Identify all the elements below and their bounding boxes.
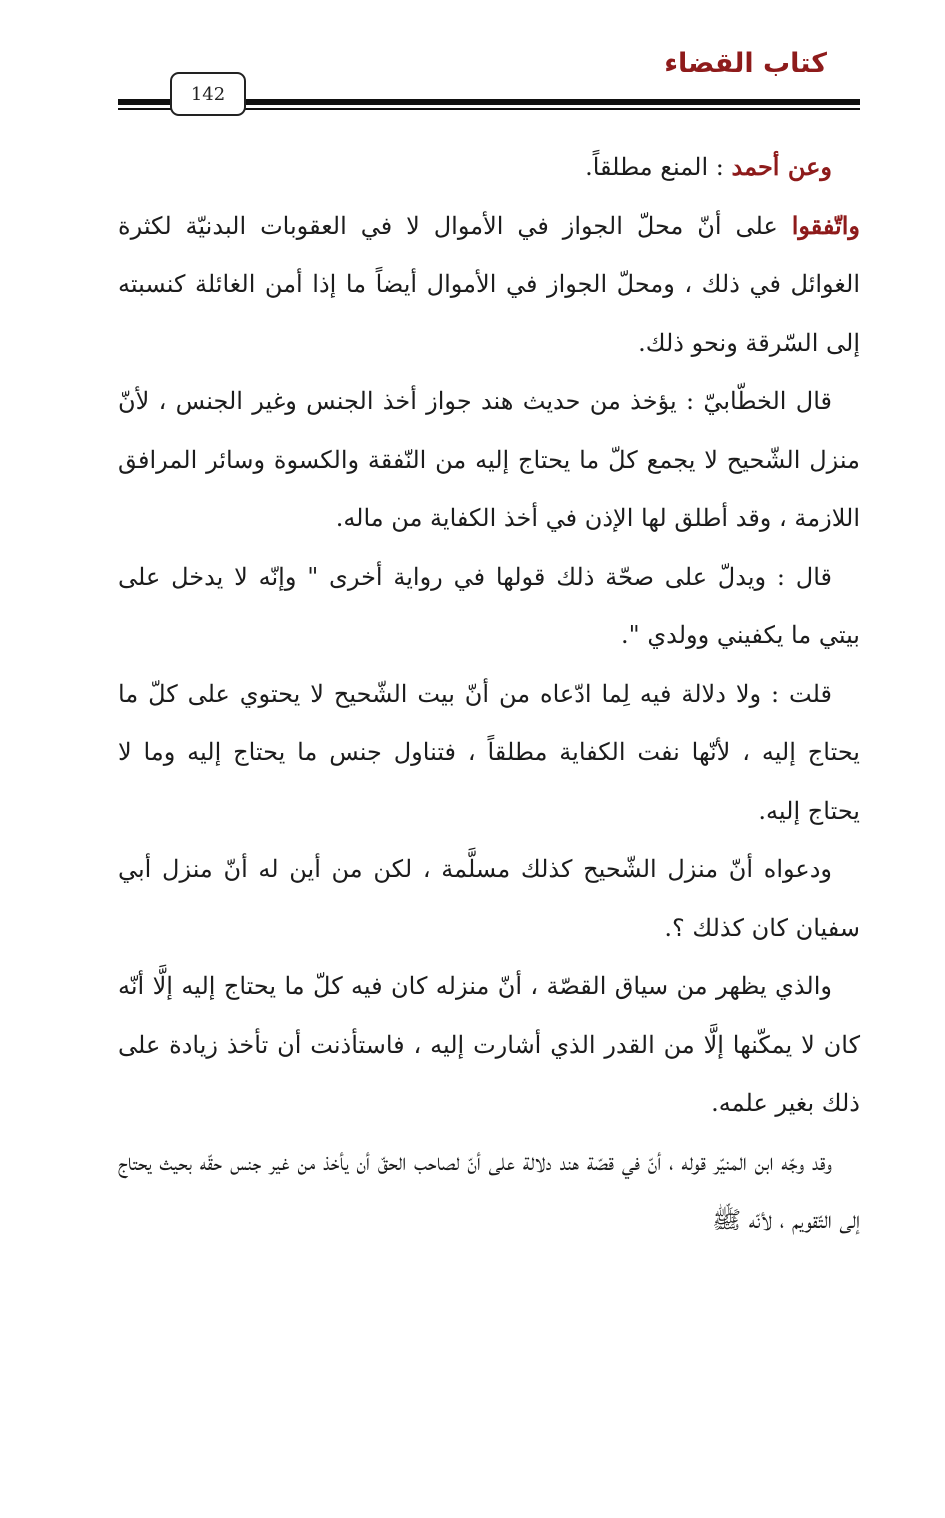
paragraph (118, 197, 860, 373)
paragraph: قلت : ولا دلالة فيه لِما ادّعاه من أنّ بيت الشّحيح لا يحتوي على كلّ ما يحتاج إليه ، لأنّها نفت الكفاية مطلقاً ، فتناول جنس ما يحتاج إليه وما لا يحتاج إليه. (118, 679, 860, 825)
paragraph: قال : ويدلّ على صحّة ذلك قولها في رواية أخرى " وإنّه لا يدخل على بيتي ما يكفيني وولدي ". (118, 562, 860, 649)
paragraph: والذي يظهر من سياق القصّة ، أنّ منزله كان فيه كلّ ما يحتاج إليه إلَّا أنّه كان لا يمكّنها إلَّا من القدر الذي أشارت إليه ، فاستأذنت أن تأخذ زيادة على ذلك بغير علمه. (118, 972, 860, 1117)
book-title: كتاب القضاء (664, 48, 827, 79)
paragraph-text: على أنّ محلّ الجواز في الأموال لا في العقوبات البدنيّة لكثرة الغوائل في ذلك ، ومحلّ الجواز في الأموال أيضاً ما إذا أمن الغائلة كنسبته إلى السّرقة ونحو ذلك. (118, 211, 860, 357)
paragraph-text: : المنع مطلقاً. (585, 153, 732, 181)
paragraph: قال الخطّابيّ : يؤخذ من حديث هند جواز أخذ الجنس وغير الجنس ، لأنّ منزل الشّحيح لا يجمع كلّ ما يحتاج إليه من النّفقة والكسوة وسائر المرافق اللازمة ، وقد أطلق لها الإذن في أخذ الكفاية من ماله. (118, 387, 860, 532)
highlight-lead: واتّفقوا (791, 210, 860, 240)
paragraph (118, 138, 860, 197)
page-body (118, 138, 860, 1250)
page-number: 142 (170, 72, 246, 116)
paragraph: ودعواه أنّ منزل الشّحيح كذلك مسلَّمة ، لكن من أين له أنّ منزل أبي سفيان كان كذلك ؟. (118, 855, 860, 942)
paragraph: وقد وجّه ابن المنيّر قوله ، أنّ في قصّة هند دلالة على أنّ لصاحب الحقّ أن يأخذ من غير جنس حقّه بحيث يحتاج إلى التّقويم ، لأنّه ﷺ (118, 1147, 860, 1234)
highlight-lead: وعن أحمد (731, 152, 832, 181)
